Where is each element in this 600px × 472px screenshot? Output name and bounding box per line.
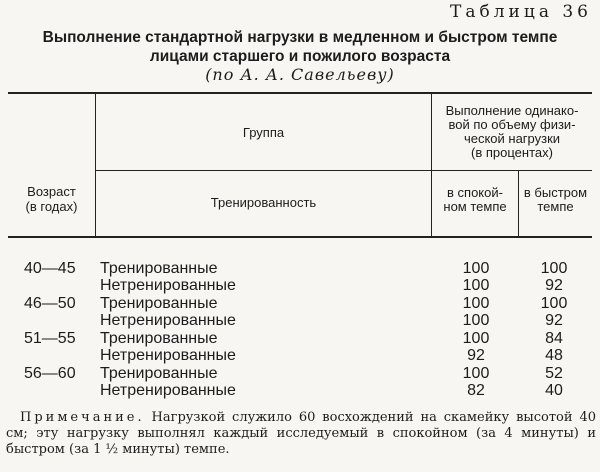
fast-cell-7: 40 xyxy=(545,382,563,399)
header-age: Возраст (в годах) xyxy=(25,184,78,214)
training-cell-6: Тренированные xyxy=(100,365,218,382)
header-training: Тренированность xyxy=(210,195,317,210)
header-group: Группа xyxy=(242,125,285,140)
age-cell-2: 46—50 xyxy=(24,295,76,312)
training-cell-4: Тренированные xyxy=(100,330,218,347)
training-cell-7: Нетренированные xyxy=(100,382,236,399)
fast-cell-6: 52 xyxy=(545,365,563,382)
fast-cell-4: 84 xyxy=(545,330,563,347)
calm-cell-3: 100 xyxy=(462,312,490,329)
table-footnote xyxy=(6,410,596,458)
fast-cell-2: 100 xyxy=(540,295,568,312)
table-title-line-2: лицами старшего и пожилого возраста xyxy=(149,48,451,65)
calm-cell-7: 82 xyxy=(467,382,485,399)
calm-cell-5: 92 xyxy=(467,347,485,364)
table-number: Таблица 36 xyxy=(450,2,592,22)
age-cell-4: 51—55 xyxy=(24,330,76,347)
training-cell-5: Нетренированные xyxy=(100,347,236,364)
fast-cell-1: 92 xyxy=(545,277,563,294)
calm-cell-1: 100 xyxy=(462,277,490,294)
header-fast-tempo: в быстром темпе xyxy=(523,185,588,214)
training-cell-2: Тренированные xyxy=(100,295,218,312)
table-title-line-1: Выполнение стандартной нагрузки в медленном и быстром темпе xyxy=(42,29,558,46)
calm-cell-4: 100 xyxy=(462,330,490,347)
table-source: (по А. А. Савельеву) xyxy=(205,65,395,84)
header-calm-tempo: в спокой- ном темпе xyxy=(443,185,507,214)
calm-cell-6: 100 xyxy=(462,365,490,382)
age-cell-6: 56—60 xyxy=(24,365,76,382)
header-performance: Выполнение одинако- вой по объему физи- ческой нагрузки (в процентах) xyxy=(445,103,579,160)
fast-cell-5: 48 xyxy=(545,347,563,364)
training-cell-3: Нетренированные xyxy=(100,312,236,329)
age-cell-0: 40—45 xyxy=(24,260,76,277)
footnote-text: Нагрузкой служило 60 восхождений на скамейку высотой 40 см; эту нагрузку выполнял каждый исследуемый в спокойном (за 4 минуты) и быстром (за 1 ½ минуты) темпе. xyxy=(6,410,596,457)
footnote-label: Примечание. xyxy=(20,410,145,425)
column-rule-1 xyxy=(95,93,96,237)
fast-cell-0: 100 xyxy=(540,260,568,277)
fast-cell-3: 92 xyxy=(545,312,563,329)
training-cell-1: Нетренированные xyxy=(100,277,236,294)
calm-cell-2: 100 xyxy=(462,295,490,312)
training-cell-0: Тренированные xyxy=(100,260,218,277)
calm-cell-0: 100 xyxy=(462,260,490,277)
